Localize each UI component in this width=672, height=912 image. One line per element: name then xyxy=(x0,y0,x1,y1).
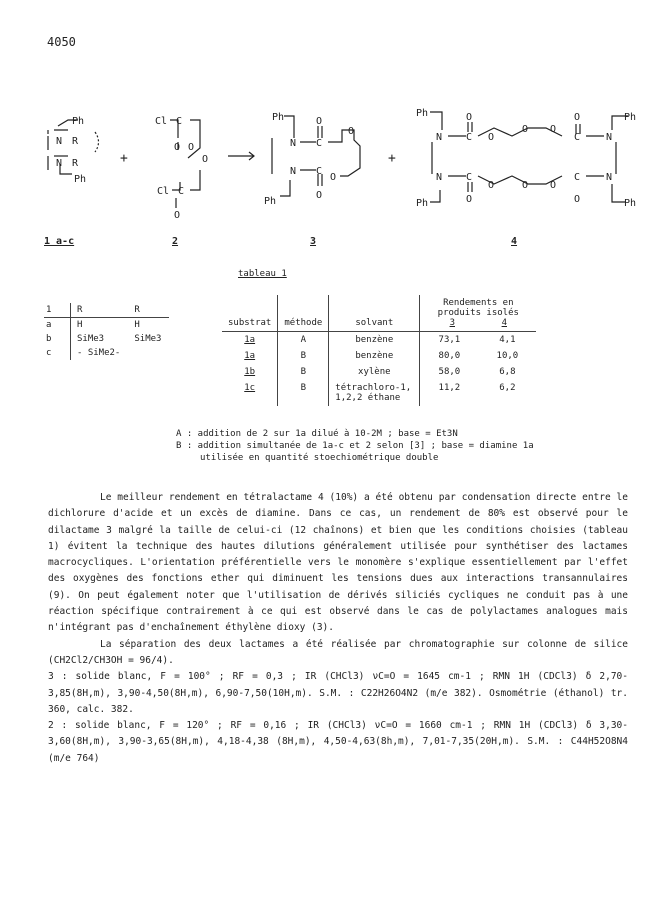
header-solvant: solvant xyxy=(329,295,420,332)
n-label: N xyxy=(606,132,613,143)
table-cell: - SiMe2- xyxy=(77,348,121,358)
c-label: C xyxy=(466,132,473,143)
n-label: N xyxy=(606,172,613,183)
header-col-3: 3 xyxy=(449,318,455,328)
cell-substrat: 1a xyxy=(222,332,278,349)
o-label: O xyxy=(488,132,495,143)
compound-label-4: 4 xyxy=(511,236,518,247)
cell-substrat: 1a xyxy=(222,348,278,364)
ph-label: Ph xyxy=(624,112,637,123)
compound-label-1: 1 a-c xyxy=(44,236,75,247)
o-label: O xyxy=(188,142,195,153)
cell-methode: B xyxy=(278,364,329,380)
n-label: N xyxy=(436,132,443,143)
ph-label: Ph xyxy=(416,108,429,119)
table-header: R xyxy=(71,303,129,318)
cell-yield-3: 73,1 xyxy=(438,335,461,345)
cell-substrat: 1b xyxy=(222,364,278,380)
table-row xyxy=(222,348,536,364)
o-label: O xyxy=(522,124,529,135)
note-b: B : addition simultanée de 1a-c et 2 selon [3] ; base = diamine 1a xyxy=(176,441,534,451)
ph-label: Ph xyxy=(416,198,429,209)
cell-solvant: benzène xyxy=(329,348,420,364)
characterization-3: 3 : solide blanc, F = 100° ; RF = 0,3 ; IR (CHCl3) νC=O = 1645 cm-1 ; RMN 1H (CDCl3) δ 2,70-3,85(8H,m), 3,90-4,50(8H,m), 6,90-7,50(10H,m). S.M. : C22H26O4N2 (m/e 382). Osmométrie (éthanol) tr. 360, calc. 382. xyxy=(48,671,628,715)
cell-solvant: benzène xyxy=(329,332,420,349)
o-label: O xyxy=(466,112,473,123)
yield-table xyxy=(222,295,536,406)
paragraph: Le meilleur rendement en tétralactame 4 (10%) a été obtenu par condensation directe entre le dichlorure d'acide et un excès de diamine. Dans ce cas, un rendement de 80% est observé pour le dilactame 3 malgré la taille de celui-ci (12 chaînons) et bien que les conditions choisies (tableau 1) évitent la technique des hautes dilutions généralement utilisée pour synthétiser des lactames macrocycliques. L'orientation préférentielle vers le monomère s'explique essentiellement par l'effet des oxygènes des fonctions ether qui diminuent les tensions dues aux interactions transannulaires (9). On peut également noter que l'utilisation de dérivés siliciés cycliques ne conduit pas à une réaction spécifique contrairement à ce qui est observé dans le cas de polylactames analogues mais n'intégrant pas d'enchaînement éthylène dioxy (3). xyxy=(48,492,628,634)
cell-substrat: 1c xyxy=(222,380,278,406)
table-cell: b xyxy=(44,332,71,346)
c-label: C xyxy=(574,132,581,143)
header-col-4: 4 xyxy=(501,318,507,328)
r-label: R xyxy=(72,158,79,169)
o-label: O xyxy=(330,172,337,183)
ph-label: Ph xyxy=(272,112,285,123)
ph-label: Ph xyxy=(72,116,85,127)
r-label: R xyxy=(72,136,79,147)
plus-sign: + xyxy=(388,151,396,166)
reaction-scheme xyxy=(0,90,672,270)
ph-label: Ph xyxy=(74,174,87,185)
o-label: O xyxy=(174,210,181,221)
o-label: O xyxy=(316,116,323,127)
cell-yield-4: 4,1 xyxy=(499,335,516,345)
cell-yield-3: 11,2 xyxy=(438,383,461,393)
o-label: O xyxy=(488,180,495,191)
c-label: C xyxy=(574,172,581,183)
table-row xyxy=(44,318,169,333)
table-row xyxy=(44,332,169,346)
table-row xyxy=(222,380,536,406)
table-cell: H xyxy=(134,320,140,330)
table-header-row xyxy=(44,303,169,318)
o-label: O xyxy=(202,154,209,165)
table-header: R xyxy=(128,303,169,318)
cell-methode: B xyxy=(278,380,329,406)
o-label: O xyxy=(348,126,355,137)
table-row xyxy=(44,346,169,360)
cell-yield-4: 10,0 xyxy=(496,351,519,361)
ph-label: Ph xyxy=(624,198,637,209)
header-rendements-label: Rendements en produits isolés xyxy=(437,298,519,318)
page-number: 4050 xyxy=(47,35,76,49)
o-label: O xyxy=(574,194,581,205)
cl-label: Cl xyxy=(157,186,170,197)
c-label: C xyxy=(176,116,183,127)
compound-label-2: 2 xyxy=(172,236,179,247)
n-label: N xyxy=(56,136,63,147)
table-cell: a xyxy=(44,318,71,333)
compound-label-3: 3 xyxy=(310,236,317,247)
cell-solvant: tétrachloro-1, 1,2,2 éthane xyxy=(329,380,420,406)
cell-solvant: xylène xyxy=(329,364,420,380)
n-label: N xyxy=(436,172,443,183)
note-a: A : addition de 2 sur 1a dilué à 10-2M ; base = Et3N xyxy=(176,429,458,439)
ph-label: Ph xyxy=(264,196,277,207)
header-rendements xyxy=(420,295,537,332)
n-label: N xyxy=(56,158,63,169)
table-cell: c xyxy=(44,346,71,360)
o-label: O xyxy=(466,194,473,205)
cell-yield-4: 6,2 xyxy=(499,383,516,393)
o-label: O xyxy=(574,112,581,123)
table-notes xyxy=(176,428,534,464)
cell-methode: A xyxy=(278,332,329,349)
header-methode: méthode xyxy=(278,295,329,332)
c-label: C xyxy=(316,138,323,149)
c-label: C xyxy=(316,166,323,177)
o-label: O xyxy=(316,190,323,201)
table-row xyxy=(222,332,536,349)
table-cell: H xyxy=(77,320,83,330)
table-row xyxy=(222,364,536,380)
note-b-continued: utilisée en quantité stoechiométrique double xyxy=(200,453,439,463)
cell-yield-3: 80,0 xyxy=(438,351,461,361)
table-header-row xyxy=(222,295,536,332)
table-cell: SiMe3 xyxy=(134,334,162,344)
o-label: O xyxy=(550,180,557,191)
cl-label: Cl xyxy=(155,116,168,127)
c-label: C xyxy=(466,172,473,183)
cell-yield-4: 6,8 xyxy=(499,367,516,377)
table-cell: SiMe3 xyxy=(77,334,105,344)
cell-yield-3: 58,0 xyxy=(438,367,461,377)
o-label: O xyxy=(550,124,557,135)
table-cell xyxy=(128,346,169,360)
o-label: O xyxy=(174,142,181,153)
n-label: N xyxy=(290,138,297,149)
table-title: tableau 1 xyxy=(238,269,287,279)
plus-sign: + xyxy=(120,151,128,166)
substituent-table xyxy=(44,303,169,360)
header-substrat: substrat xyxy=(222,295,278,332)
characterization-4: 2 : solide blanc, F = 120° ; RF = 0,16 ; IR (CHCl3) νC=O = 1660 cm-1 ; RMN 1H (CDCl3) δ 3,30-3,60(8H,m), 3,90-3,65(8H,m), 4,18-4,38 (8H,m), 4,50-4,63(8h,m), 7,01-7,35(20H,m). S.M. : C44H52O8N4 (m/e 764) xyxy=(48,720,628,764)
table-header: 1 xyxy=(44,303,71,318)
n-label: N xyxy=(290,166,297,177)
paragraph: La séparation des deux lactames a été réalisée par chromatographie sur colonne de silice (CH2Cl2/CH3OH = 96/4). xyxy=(48,638,628,666)
o-label: O xyxy=(522,180,529,191)
cell-methode: B xyxy=(278,348,329,364)
c-label: C xyxy=(178,186,185,197)
body-text xyxy=(48,490,628,767)
